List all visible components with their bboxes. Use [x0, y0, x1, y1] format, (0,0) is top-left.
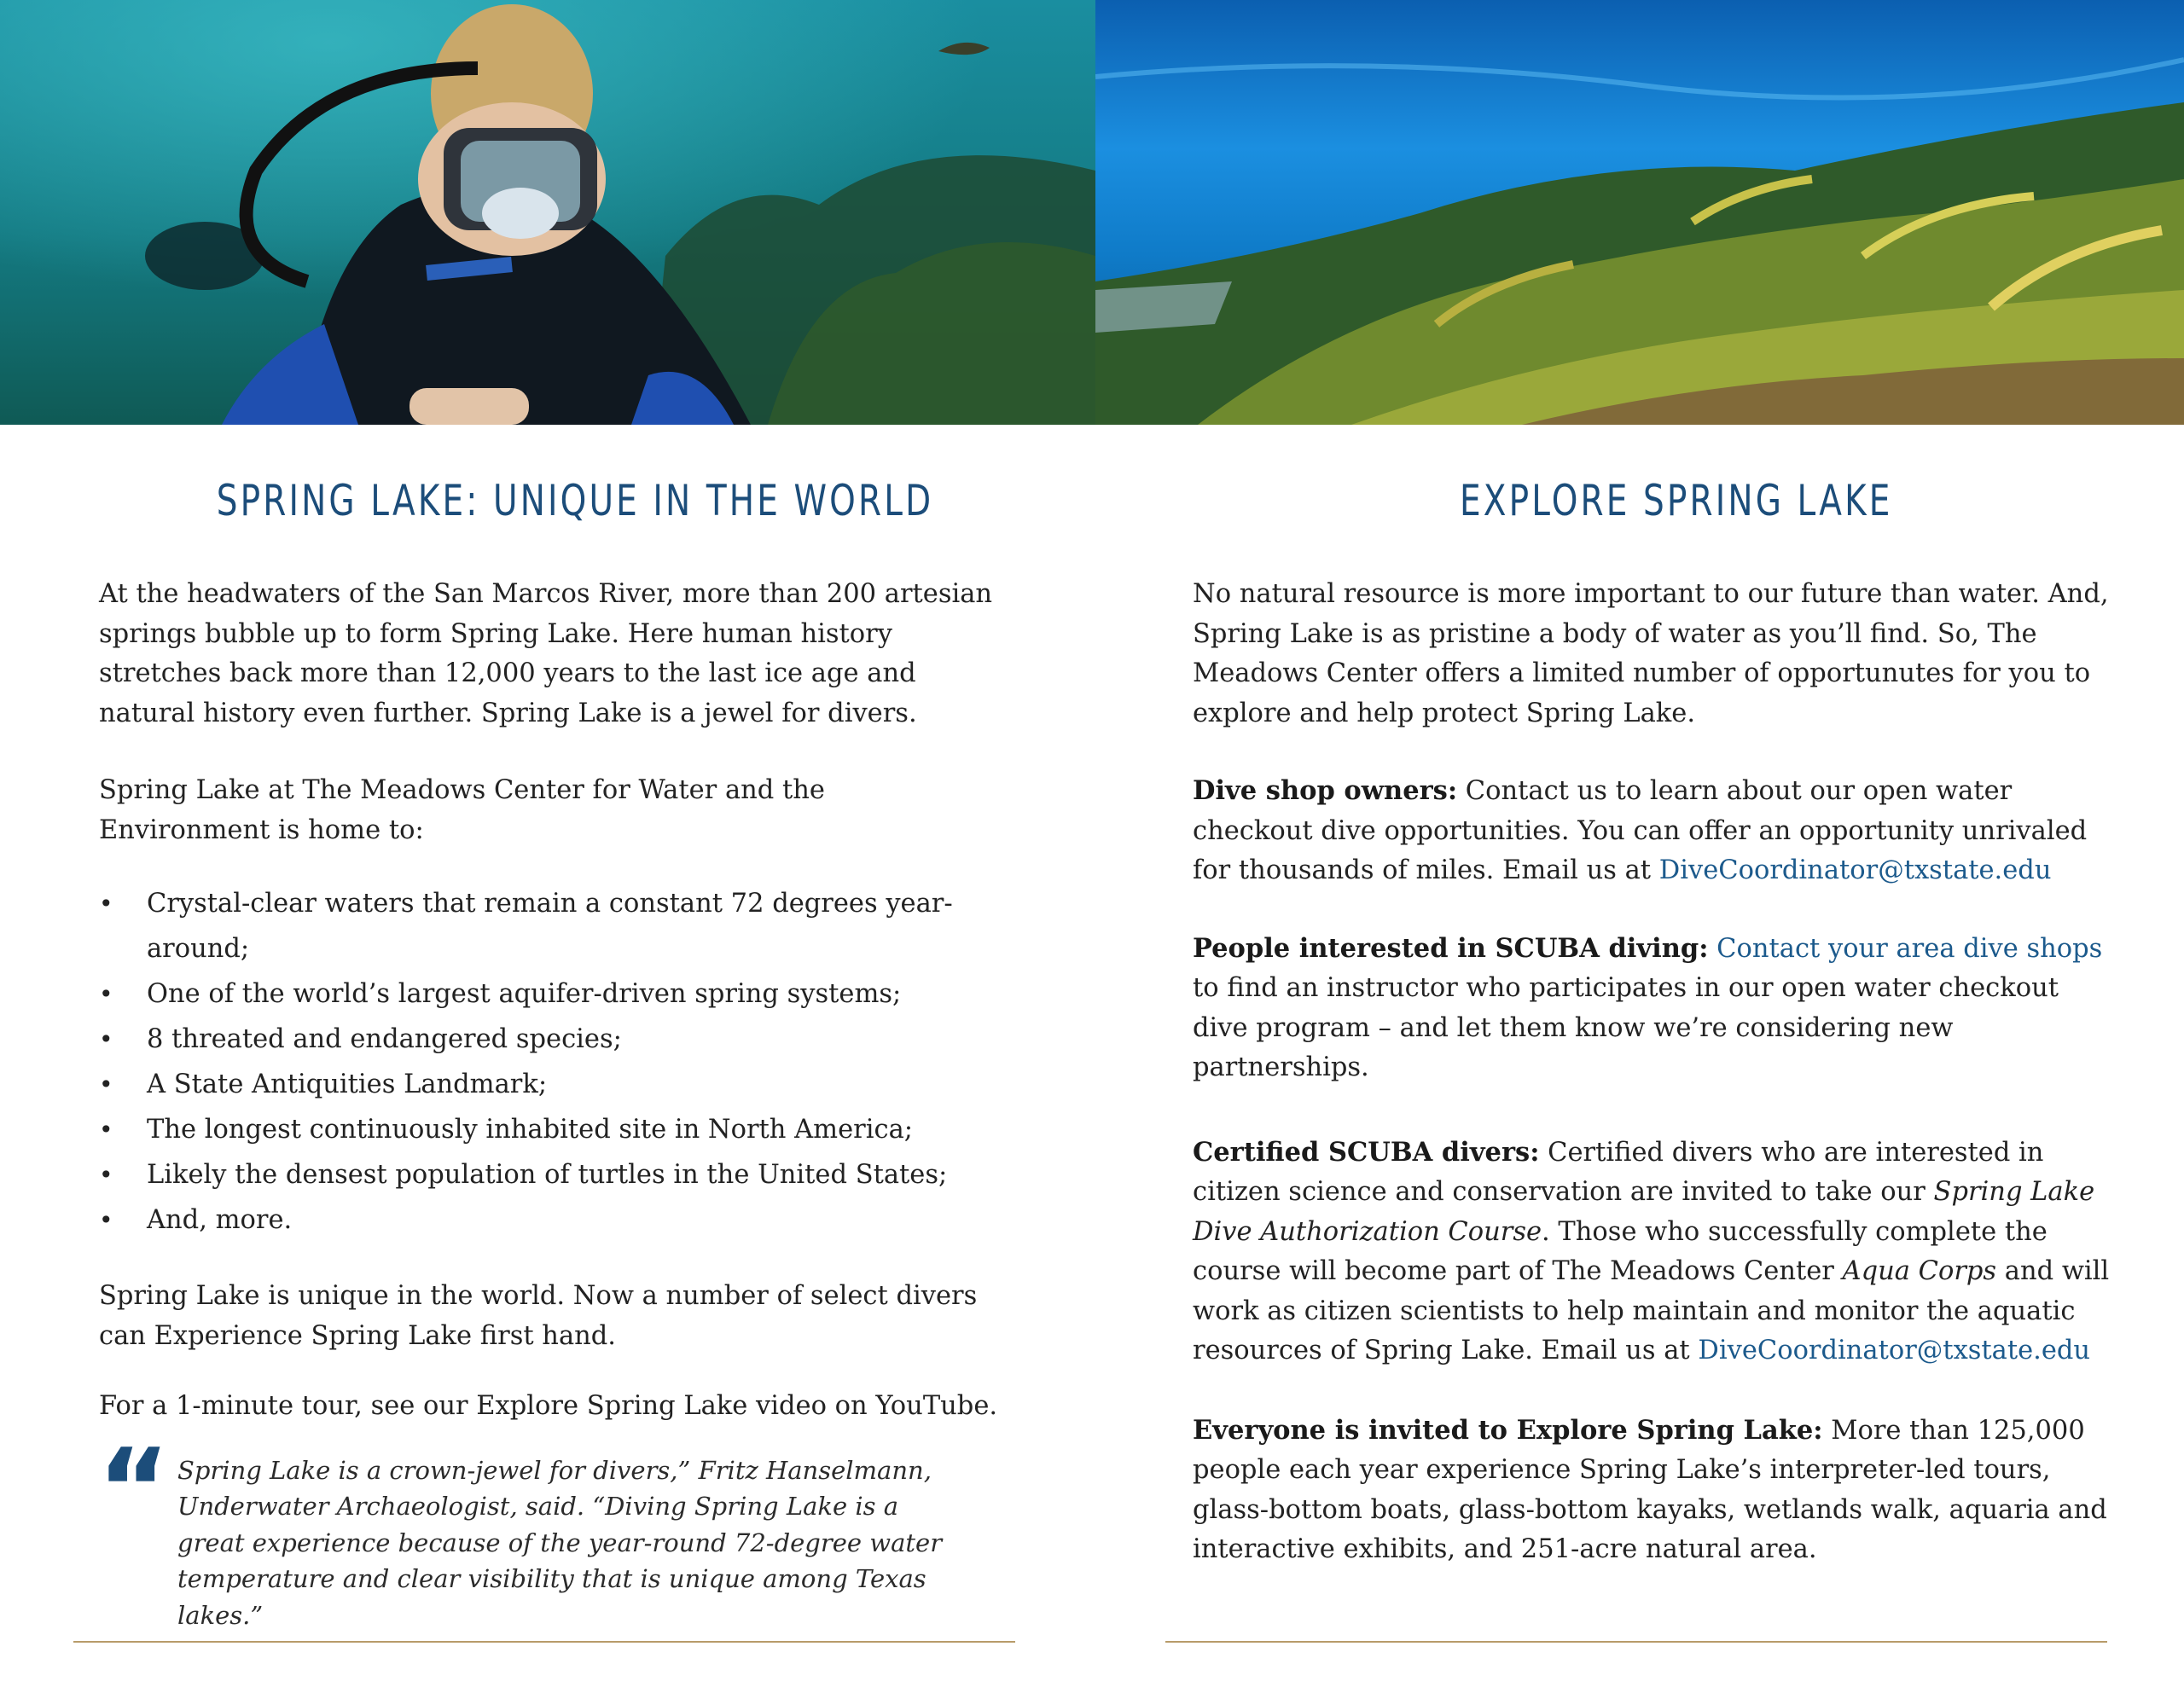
certified-divers-label: Certified SCUBA divers: — [1193, 1136, 1540, 1168]
dive-shop-paragraph: Dive shop owners: Contact us to learn about our open water checkout dive opportunities. You can offer an opportunity unrivaled for thousands of miles. Email us at DiveCoordinator@txstate.edu — [1193, 775, 2088, 885]
bullet: • — [99, 1206, 113, 1234]
quote-mark-icon: “ — [97, 1423, 171, 1554]
right-heading: EXPLORE SPRING LAKE — [1460, 476, 1893, 525]
tour-paragraph: For a 1-minute tour, see our Explore Spring Lake video on YouTube. — [99, 1391, 998, 1421]
feature-list — [99, 881, 1003, 1243]
certified-divers-paragraph: Certified SCUBA divers: Certified divers who are interested in citizen science and conservation are invited to take our Spring Lake Dive Authorization Course. Those who successfully complete the course will become part of The Meadows Center Aqua Corps and will work as citizen scientists to help maintain and monitor the aquatic resources of Spring Lake. Email us at DiveCoordinator@txstate.edu — [1193, 1136, 2110, 1365]
bullet: • — [99, 980, 113, 1008]
list-item: • Likely the densest population of turtles in the United States; — [99, 1152, 1003, 1197]
dive-shop-label: Dive shop owners: — [1193, 775, 1458, 806]
quote-text: Spring Lake is a crown-jewel for divers,” Fritz Hanselmann, Underwater Archaeologist, said. “Diving Spring Lake is a great experience because of the year-round 72-degree water temperature and clear visibility that is unique among Texas lakes.” — [177, 1455, 943, 1630]
right-footer-rule — [1165, 1641, 2107, 1643]
scuba-interest-label: People interested in SCUBA diving: — [1193, 932, 1709, 964]
right-intro-paragraph: No natural resource is more important to our future than water. And, Spring Lake is as pristine a body of water as you’ll find. So, The Meadows Center offers a limited number of opportunutes for you to explore and help protect Spring Lake. — [1193, 579, 2109, 728]
list-item: • The longest continuously inhabited site in North America; — [99, 1107, 1003, 1152]
diver-photo — [0, 0, 1095, 425]
list-item: • A State Antiquities Landmark; — [99, 1062, 1003, 1107]
left-heading: SPRING LAKE: UNIQUE IN THE WORLD — [216, 476, 934, 525]
bullet: • — [99, 1025, 113, 1053]
list-item: • One of the world’s largest aquifer-driven spring systems; — [99, 971, 1003, 1017]
right-body — [1193, 575, 2114, 1570]
bullet: • — [99, 1070, 113, 1099]
course-name: Spring Lake Dive Authorization Course — [1193, 1177, 2095, 1247]
certified-email-link[interactable]: DiveCoordinator@txstate.edu — [1698, 1336, 2091, 1365]
list-item: • Crystal-clear waters that remain a constant 72 degrees year-around; — [99, 881, 1003, 971]
pull-quote — [97, 1423, 945, 1634]
list-item: • And, more. — [99, 1197, 1003, 1243]
dive-coordinator-email-link[interactable]: DiveCoordinator@txstate.edu — [1658, 855, 2052, 885]
list-item: • 8 threated and endangered species; — [99, 1017, 1003, 1062]
unique-paragraph: Spring Lake is unique in the world. Now a number of select divers can Experience Spring Lake first hand. — [99, 1281, 978, 1351]
everyone-paragraph: Everyone is invited to Explore Spring Lake: More than 125,000 people each year experience Spring Lake’s interpreter-led tours, glass-bottom boats, glass-bottom kayaks, wetlands walk, aquaria and interactive exhibits, and 251-acre natural area. — [1193, 1414, 2107, 1564]
aqua-corps-name: Aqua Corps — [1842, 1256, 1997, 1286]
bullet: • — [99, 1161, 113, 1189]
dive-shops-link[interactable]: Contact your area dive shops — [1716, 933, 2103, 964]
scuba-interest-paragraph: People interested in SCUBA diving: Contact your area dive shops to find an instructor who participates in our open water checkout dive program – and let them know we’re considering new partnerships. — [1193, 932, 2103, 1082]
home-to-paragraph: Spring Lake at The Meadows Center for Water and the Environment is home to: — [99, 775, 825, 845]
intro-paragraph: At the headwaters of the San Marcos River, more than 200 artesian springs bubble up to form Spring Lake. Here human history stretches back more than 12,000 years to the last ice age and natural history even further. Spring Lake is a jewel for divers. — [99, 579, 993, 728]
bullet: • — [99, 1116, 113, 1144]
everyone-label: Everyone is invited to Explore Spring Lake: — [1193, 1414, 1823, 1446]
bullet: • — [99, 890, 113, 918]
left-footer-rule — [73, 1641, 1015, 1643]
aquatic-plants-photo — [1095, 0, 2184, 425]
left-body — [99, 575, 1003, 1633]
